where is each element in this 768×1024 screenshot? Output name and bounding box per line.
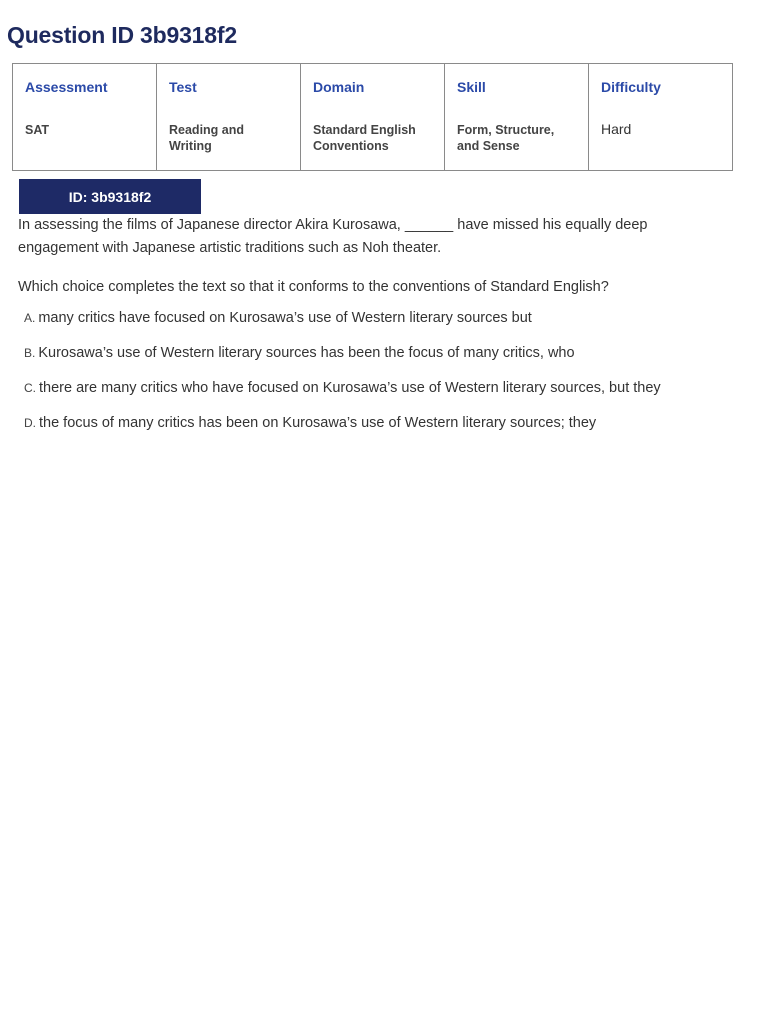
choice-letter: A. bbox=[24, 311, 36, 325]
meta-value-assessment: SAT bbox=[25, 123, 50, 137]
question-id-badge: ID: 3b9318f2 bbox=[19, 179, 201, 214]
choice-text: there are many critics who have focused on Kurosawa’s use of Western literary sources, but they bbox=[39, 380, 661, 396]
choice-letter: B. bbox=[24, 346, 36, 360]
answer-choice-c[interactable] bbox=[24, 377, 744, 412]
meta-cell-skill bbox=[445, 64, 589, 171]
page-title: Question ID 3b9318f2 bbox=[7, 22, 237, 48]
question-passage: In assessing the films of Japanese director Akira Kurosawa, ______ have missed his equally deep engagement with Japanese artistic traditions such as Noh theater. bbox=[18, 217, 648, 256]
meta-value-test: Reading and Writing bbox=[169, 123, 245, 153]
choice-text: many critics have focused on Kurosawa’s use of Western literary sources but bbox=[38, 310, 532, 326]
choice-text: the focus of many critics has been on Kurosawa’s use of Western literary sources; they bbox=[39, 415, 597, 431]
question-prompt: Which choice completes the text so that it conforms to the conventions of Standard English? bbox=[18, 279, 609, 295]
meta-header-assessment: Assessment bbox=[25, 79, 108, 95]
choice-letter: D. bbox=[24, 416, 36, 430]
answer-choice-a[interactable] bbox=[24, 307, 744, 342]
meta-cell-test bbox=[157, 64, 301, 171]
meta-value-skill: Form, Structure, and Sense bbox=[457, 123, 555, 153]
meta-cell-assessment bbox=[13, 64, 157, 171]
meta-cell-domain bbox=[301, 64, 445, 171]
meta-header-difficulty: Difficulty bbox=[601, 79, 661, 95]
meta-header-domain: Domain bbox=[313, 79, 365, 95]
answer-choice-d[interactable] bbox=[24, 412, 744, 447]
meta-value-difficulty: Hard bbox=[601, 121, 632, 137]
meta-value-domain: Standard English Conventions bbox=[313, 123, 416, 153]
meta-cell-difficulty bbox=[589, 64, 733, 171]
question-metadata-table bbox=[12, 63, 733, 171]
choice-text: Kurosawa’s use of Western literary sources has been the focus of many critics, who bbox=[38, 345, 575, 361]
meta-header-skill: Skill bbox=[457, 79, 486, 95]
meta-header-test: Test bbox=[169, 79, 197, 95]
answer-choices bbox=[24, 307, 744, 447]
answer-choice-b[interactable] bbox=[24, 342, 744, 377]
choice-letter: C. bbox=[24, 381, 36, 395]
